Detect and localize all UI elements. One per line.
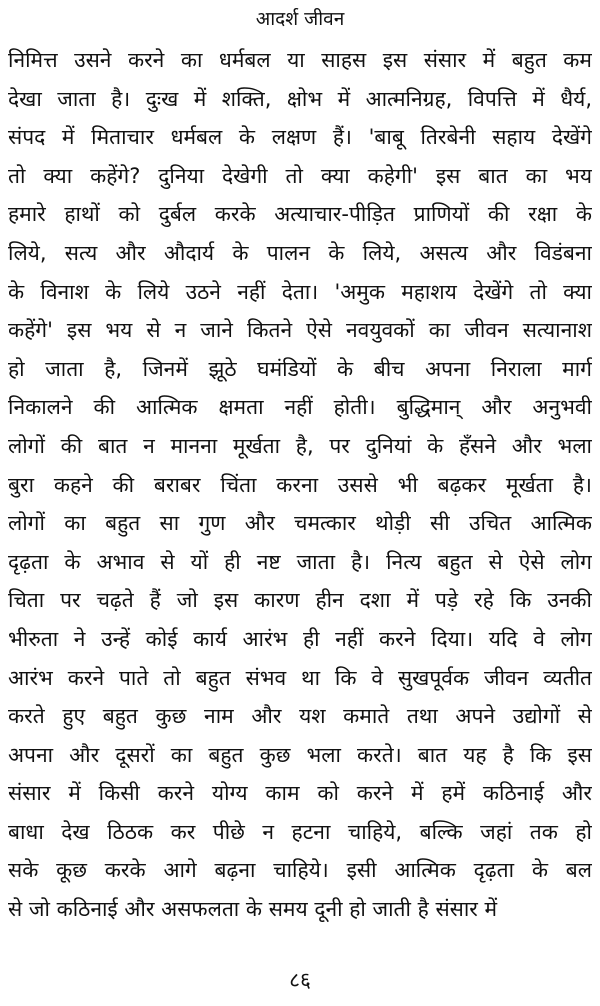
text-line: से जो कठिनाई और असफलता के समय दूनी हो जाती है संसार में bbox=[8, 897, 498, 922]
text-line: के विनाश के लिये उठने नहीं देता। 'अमुक महाशय देखेंगे तो क्या bbox=[8, 279, 592, 304]
text-line: तो क्या कहेंगे? दुनिया देखेगी तो क्या कहेगी' इस बात का भय bbox=[8, 163, 592, 188]
text-line: दृढ़ता के अभाव से यों ही नष्ट जाता है। नित्य बहुत से ऐसे लोग bbox=[8, 549, 592, 574]
text-line: कहेंगे' इस भय से न जाने कितने ऐसे नवयुवकों का जीवन सत्यानाश bbox=[8, 318, 592, 343]
text-line: हमारे हाथों को दुर्बल करके अत्याचार-पीड़ित प्राणियों की रक्षा के bbox=[8, 202, 592, 227]
page-number: ८६ bbox=[289, 968, 311, 992]
text-line: लोगों का बहुत सा गुण और चमत्कार थोड़ी सी उचित आत्मिक bbox=[8, 511, 592, 536]
text-line: संपद में मिताचार धर्मबल के लक्षण हैं। 'बाबू तिरबेनी सहाय देखेंगे bbox=[8, 125, 592, 150]
text-line: करते हुए बहुत कुछ नाम और यश कमाते तथा अपने उद्योगों से bbox=[8, 704, 592, 729]
text-line: अपना और दूसरों का बहुत कुछ भला करते। बात यह है कि इस bbox=[8, 742, 592, 767]
text-line: लिये, सत्य और औदार्य के पालन के लिये, असत्य और विडंबना bbox=[8, 240, 592, 265]
text-line: लोगों की बात न मानना मूर्खता है, पर दुनियां के हँसने और भला bbox=[8, 433, 592, 458]
text-line: निमित्त उसने करने का धर्मबल या साहस इस संसार में बहुत कम bbox=[8, 48, 592, 72]
text-line: आरंभ करने पाते तो बहुत संभव था कि वे सुखपूर्वक जीवन व्यतीत bbox=[8, 665, 592, 690]
text-line: भीरुता ने उन्हें कोई कार्य आरंभ ही नहीं करने दिया। यदि वे लोग bbox=[8, 626, 592, 651]
text-line: सके कूछ करके आगे बढ़ना चाहिये। इसी आत्मिक दृढ़ता के बल bbox=[8, 858, 592, 883]
text-line: निकालने की आत्मिक क्षमता नहीं होती। बुद्धिमान् और अनुभवी bbox=[8, 395, 592, 420]
text-line: संसार में किसी करने योग्य काम को करने में हमें कठिनाई और bbox=[8, 781, 592, 806]
running-title: आदर्श जीवन bbox=[255, 8, 345, 30]
text-line: बाधा देख ठिठक कर पीछे न हटना चाहिये, बल्कि जहां तक हो bbox=[8, 819, 592, 844]
text-line: देखा जाता है। दुःख में शक्ति, क्षोभ में आत्मनिग्रह, विपत्ति में धैर्य, bbox=[8, 86, 592, 111]
body-text bbox=[8, 41, 592, 929]
text-line: बुरा कहने की बराबर चिंता करना उससे भी बढ़कर मूर्खता है। bbox=[8, 472, 592, 497]
text-line: हो जाता है, जिनमें झूठे घमंडियों के बीच अपना निराला मार्ग bbox=[8, 356, 592, 381]
text-line: चिता पर चढ़ते हैं जो इस कारण हीन दशा में पड़े रहे कि उनकी bbox=[8, 588, 592, 613]
